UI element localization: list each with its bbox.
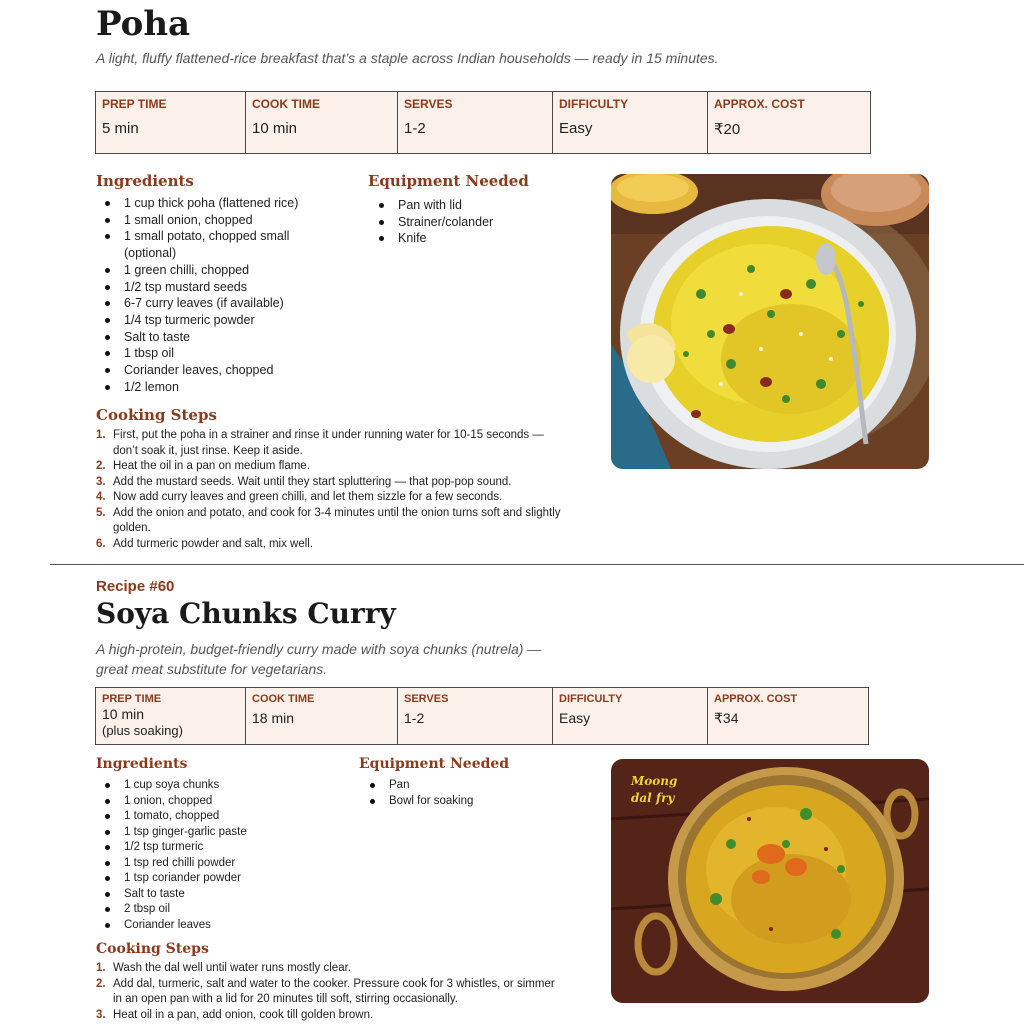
step-text: Add dal, turmeric, salt and water to the cooker. Pressure cook for 3 whistles, or simmer in an open pan with a lid for 20 minutes till soft, stirring occasionally. — [113, 977, 555, 1005]
poha-photo — [611, 174, 929, 469]
step-text: Add the onion and potato, and cook for 3-4 minutes until the onion turns soft and slightly golden. — [113, 506, 561, 534]
step-text: Now add curry leaves and green chilli, and let them sizzle for a few seconds. — [113, 491, 503, 503]
recipe-subtitle: A high-protein, budget-friendly curry made with soya chunks (nutrela) — great meat substitute for vegetarians. — [96, 641, 542, 677]
list-item: 1/2 lemon — [96, 379, 326, 396]
steps-list — [96, 428, 561, 552]
list-item: 1 tsp coriander powder — [96, 871, 326, 887]
step-text: First, put the poha in a strainer and rinse it under running water for 10-15 seconds — don’t soak it, just rinse. Keep it aside. — [113, 429, 544, 457]
step-number: 2. — [96, 977, 106, 990]
list-item: 1 tbsp oil — [96, 345, 326, 362]
meta-value: 10 min — [102, 706, 145, 722]
meta-prep-time — [96, 688, 246, 745]
recipe-meta-table — [95, 91, 871, 154]
step-number: 2. — [96, 460, 106, 472]
list-item: Pan with lid — [370, 197, 590, 214]
step-item — [96, 490, 561, 506]
meta-label: SERVES — [404, 97, 453, 111]
list-item: 1 tomato, chopped — [96, 809, 326, 825]
list-item: 1 green chilli, chopped — [96, 262, 326, 279]
list-item: Strainer/colander — [370, 214, 590, 231]
meta-value: Easy — [559, 120, 593, 137]
meta-difficulty — [553, 92, 708, 154]
list-item: 6-7 curry leaves (if available) — [96, 295, 326, 312]
step-number: 3. — [96, 1008, 106, 1021]
equipment-list — [361, 778, 581, 809]
step-item — [96, 537, 561, 553]
equipment-list — [370, 197, 590, 247]
step-number: 3. — [96, 475, 106, 488]
step-text: Add turmeric powder and salt, mix well. — [113, 537, 314, 550]
step-text: Wash the dal well until water runs mostly clear. — [113, 962, 351, 974]
recipe-subtitle: A light, fluffy flattened-rice breakfast that’s a staple across Indian households — ready in 15 minutes. — [96, 50, 719, 66]
list-item: Pan — [361, 778, 581, 794]
ingredients-heading: Ingredients — [96, 756, 188, 772]
meta-value: ₹20 — [714, 121, 741, 138]
ingredients-list — [96, 195, 326, 395]
meta-label: PREP TIME — [102, 97, 167, 111]
step-item — [96, 475, 561, 491]
step-number: 4. — [96, 491, 106, 503]
meta-prep-time — [96, 92, 246, 154]
meta-serves — [398, 92, 553, 154]
step-number: 6. — [96, 537, 106, 550]
list-item: Bowl for soaking — [361, 794, 581, 810]
list-item: Coriander leaves — [96, 918, 326, 934]
list-item: 1/4 tsp turmeric powder — [96, 312, 326, 329]
meta-value: 1-2 — [404, 710, 425, 726]
ingredients-list — [96, 778, 326, 933]
steps-heading: Cooking Steps — [96, 406, 217, 424]
step-number: 1. — [96, 429, 106, 441]
step-text: Add the mustard seeds. Wait until they start spluttering — that pop-pop sound. — [113, 475, 512, 488]
meta-label: DIFFICULTY — [559, 693, 623, 705]
list-item: Coriander leaves, chopped — [96, 362, 326, 379]
recipe-number: Recipe #60 — [96, 578, 175, 595]
image-caption: dal fry — [631, 791, 675, 805]
steps-list — [96, 961, 556, 1023]
list-item: 1 cup soya chunks — [96, 778, 326, 794]
steps-heading: Cooking Steps — [96, 941, 209, 957]
meta-label: SERVES — [404, 693, 449, 705]
list-item: Salt to taste — [96, 887, 326, 903]
meta-cook-time — [246, 688, 398, 745]
step-item — [96, 961, 556, 977]
meta-difficulty — [553, 688, 708, 745]
meta-value: 1-2 — [404, 120, 426, 137]
image-caption: Moong — [631, 774, 678, 788]
list-item: 1 small onion, chopped — [96, 212, 326, 229]
meta-label: PREP TIME — [102, 693, 162, 705]
ingredients-heading: Ingredients — [96, 172, 194, 190]
list-item: 1 cup thick poha (flattened rice) — [96, 195, 326, 212]
meta-note: (plus soaking) — [102, 723, 183, 738]
recipe-soya-chunks-curry — [0, 565, 1024, 1024]
step-text: Heat the oil in a pan on medium flame. — [113, 460, 310, 472]
equipment-heading: Equipment Needed — [368, 172, 529, 190]
recipe-title: Soya Chunks Curry — [96, 597, 396, 630]
meta-value: 5 min — [102, 120, 139, 137]
list-item: 1/2 tsp mustard seeds — [96, 279, 326, 296]
meta-value: 18 min — [252, 710, 295, 726]
list-item: 1 tsp ginger-garlic paste — [96, 825, 326, 841]
list-item: Salt to taste — [96, 329, 326, 346]
meta-serves — [398, 688, 553, 745]
step-item — [96, 428, 561, 459]
list-item: 2 tbsp oil — [96, 902, 326, 918]
step-item — [96, 506, 561, 537]
meta-cost — [708, 688, 869, 745]
step-item — [96, 1008, 556, 1024]
meta-value: ₹34 — [714, 710, 739, 726]
meta-label: APPROX. COST — [714, 693, 798, 705]
step-item — [96, 977, 556, 1008]
meta-value: Easy — [559, 710, 591, 726]
recipe-title: Poha — [96, 4, 191, 44]
meta-cook-time — [246, 92, 398, 154]
list-item: 1 onion, chopped — [96, 794, 326, 810]
meta-label: COOK TIME — [252, 97, 320, 111]
meta-cost — [708, 92, 871, 154]
step-item — [96, 459, 561, 475]
step-number: 5. — [96, 506, 106, 519]
meta-label: COOK TIME — [252, 693, 315, 705]
list-item: Knife — [370, 230, 590, 247]
meta-value: 10 min — [252, 120, 298, 137]
step-text: Heat oil in a pan, add onion, cook till golden brown. — [113, 1008, 374, 1021]
recipe-meta-table — [95, 687, 869, 745]
equipment-heading: Equipment Needed — [359, 756, 510, 772]
meta-label: APPROX. COST — [714, 97, 805, 111]
list-item: 1 tsp red chilli powder — [96, 856, 326, 872]
list-item: 1 small potato, chopped small (optional) — [96, 228, 326, 261]
step-number: 1. — [96, 962, 106, 974]
list-item: 1/2 tsp turmeric — [96, 840, 326, 856]
meta-label: DIFFICULTY — [559, 97, 629, 111]
poha-photo-illustration — [611, 174, 929, 469]
dal-photo — [611, 759, 929, 1003]
